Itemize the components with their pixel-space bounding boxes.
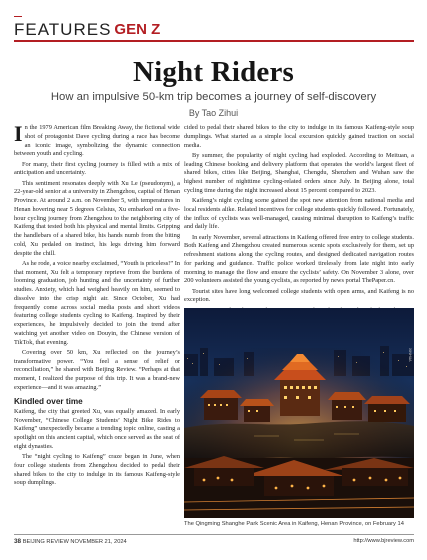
body-paragraph: The “night cycling to Kaifeng” craze began in June, when four college students from Zhengzhou decided to pedal their shared bikes to the city to indulge in its famous Kaifeng-style soup dumplings. bbox=[14, 453, 180, 487]
header-rule bbox=[14, 40, 414, 42]
footer-left bbox=[14, 538, 127, 545]
body-paragraph: This sentiment resonates deeply with Xu Le (pseudonym), a 22-year-old senior at a university in Zhengzhou, capital of Henan Province. At around 2 a.m. on November 5, with temperatures in Henan hovering near 5 degrees Celsius, Xu embarked on a five-hour cycling journey from Zhengzhou to the neighboring city of Kaifeng that tested both his physical and mental limits. Gripping the handlebars of a shared bike, his hands numb from the biting cold, Xu pedaled on instinct, his legs driving him forward despite the chill. bbox=[14, 179, 180, 257]
body-paragraph: In early November, several attractions in Kaifeng offered free entry to college students. Both Kaifeng and Zhengzhou created numerous scenic spots exclusively for them, set up refreshment stations along the cycling routes, and designed dedicated navigation routes for parking and guidance. Traffic police worked tirelessly from late night into early morning to manage the flow and ensure the cyclists’ safety. On November 3 alone, over 200 volunteers assisted the young cyclists, as reported by news portal ThePaper.cn. bbox=[184, 233, 414, 285]
section-label: FEATURES bbox=[14, 20, 112, 39]
body-paragraph: Kaifeng, the city that greeted Xu, was equally amazed. In early November, “Chinese College Students’ Night Bike Rides to Kaifeng” unexpectedly became a trending topic online, casting a spotlight on this ancient capital, which once served as the seat of eight dynasties. bbox=[14, 407, 180, 450]
subheading: Kindled over time bbox=[14, 396, 83, 406]
publication-line: BEIJING REVIEW NOVEMBER 21, 2024 bbox=[22, 539, 127, 545]
page-number: 38 bbox=[14, 538, 22, 545]
body-paragraph: Kaifeng’s night cycling scene gained the spot new attention from national media and local residents alike. Related incentives for college students quickly followed. Fortunately, the influx of cyclists was well-managed, causing minimal disruption to Kaifeng’s traffic and daily life. bbox=[184, 197, 414, 231]
article-photo bbox=[184, 308, 414, 518]
body-paragraph: Covering over 50 km, Xu reflected on the journey’s transformative power. “You feel a sense of relief or reconciliation,” he shared with Beijing Review. “Perhaps at that moment, I realized the purpose of this trip. It was a brand-new experience—and it was amazing.” bbox=[14, 348, 180, 391]
right-column bbox=[184, 124, 414, 304]
body-paragraph: cided to pedal their shared bikes to the city to indulge in its famous Kaifeng-style soup dumplings. What started as a simple local excursion quickly gained traction on social media. bbox=[184, 124, 414, 149]
photo-caption: The Qingming Shanghe Park Scenic Area in Kaifeng, Henan Province, on February 14 bbox=[184, 521, 404, 527]
page-footer bbox=[14, 538, 414, 550]
night-city-image bbox=[184, 308, 414, 518]
body-paragraph: By summer, the popularity of night cycling had exploded. According to Meituan, a leading Chinese booking and delivery platform that operates the world’s largest fleet of shared bikes, cities like Beijing, Shanghai, Chengdu, Shenzhen and Wuhan saw the highest number of nighttime cycling-related orders since July. In Beijing alone, total cycling time during the night increased about 15 percent compared to 2023. bbox=[184, 151, 414, 194]
body-paragraph: In the 1979 American film Breaking Away, the fictional wide shot of protagonist Dave cycling during a race has become an iconic image, symbolizing the dynamic connection between youth and cycling. bbox=[14, 121, 180, 158]
body-paragraph: Tourist sites have long welcomed college students with open arms, and Kaifeng is no exception. bbox=[184, 287, 414, 304]
headline: Night Riders bbox=[132, 56, 295, 88]
drop-cap: I bbox=[14, 121, 23, 146]
photo-credit: XINHUA bbox=[408, 348, 412, 362]
subsection-label: GEN Z bbox=[114, 21, 161, 38]
footer-rule bbox=[14, 534, 414, 535]
section-header bbox=[14, 18, 414, 38]
left-column bbox=[14, 121, 180, 522]
footer-url[interactable]: http://www.bjreview.com bbox=[353, 538, 414, 544]
byline: By Tao Zihui bbox=[188, 108, 239, 118]
body-paragraph: As he rode, a voice nearby exclaimed, “Youth is priceless!” In that moment, Xu felt a temporary reprieve from the burdens of looming graduation, job hunting and the uncertainty of further studies. Anxiety, which had weighed heavily on him, seemed to dissolve into the crisp night air. Since October, Xu had frequently come across social media posts and short videos featuring college students cycling to Kaifeng. Inspired by their experiences, he impulsively decided to join the trend after watching yet another video on Douyin, the Chinese version of TikTok, that evening. bbox=[14, 259, 180, 346]
deck: How an impulsive 50-km trip becomes a journey of self-discovery bbox=[50, 91, 377, 103]
body-paragraph: For many, their first cycling journey is filled with a mix of anticipation and uncertainty. bbox=[14, 160, 180, 177]
header-accent-rule bbox=[14, 16, 22, 17]
